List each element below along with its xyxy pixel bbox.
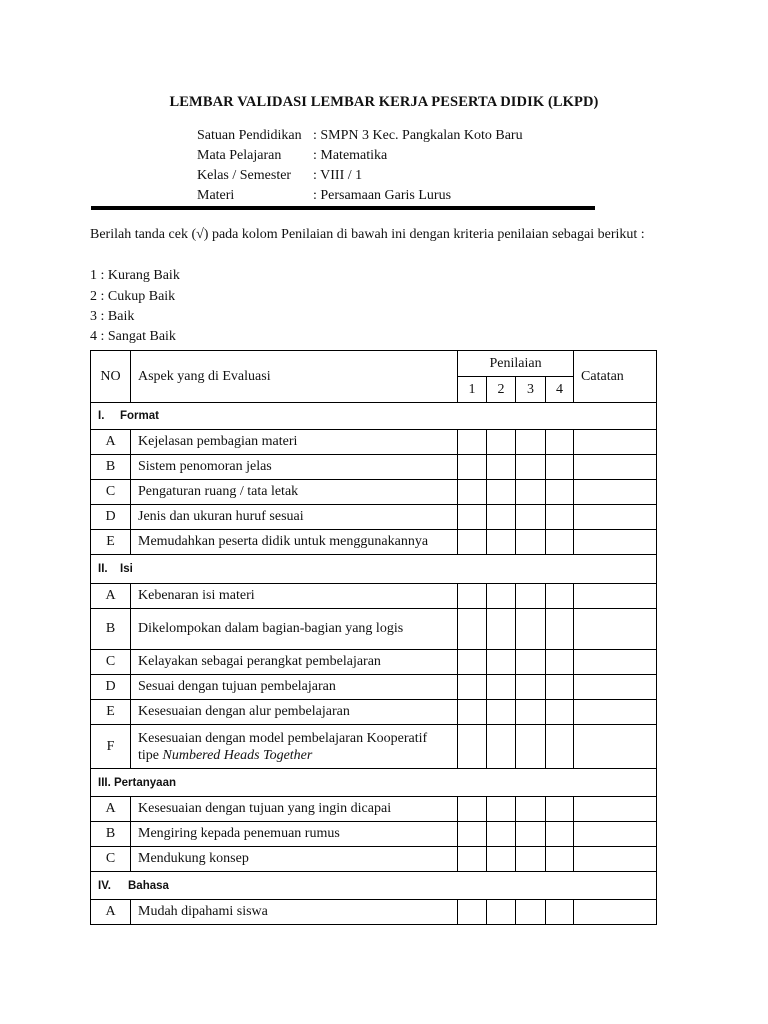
score-cell-4[interactable] bbox=[546, 847, 574, 872]
score-cell-2[interactable] bbox=[487, 650, 516, 675]
header-penilaian: Penilaian bbox=[458, 351, 574, 377]
score-cell-3[interactable] bbox=[516, 480, 546, 505]
info-label: Satuan Pendidikan bbox=[197, 128, 302, 143]
score-cell-3[interactable] bbox=[516, 700, 546, 725]
row-no: C bbox=[91, 650, 131, 675]
score-cell-4[interactable] bbox=[546, 675, 574, 700]
score-cell-3[interactable] bbox=[516, 675, 546, 700]
score-cell-3[interactable] bbox=[516, 609, 546, 650]
document-title: LEMBAR VALIDASI LEMBAR KERJA PESERTA DIDIK (LKPD) bbox=[169, 94, 599, 110]
score-cell-1[interactable] bbox=[458, 700, 487, 725]
table-row bbox=[91, 609, 657, 650]
table-header-row bbox=[91, 351, 657, 377]
catatan-cell[interactable] bbox=[574, 797, 657, 822]
score-cell-1[interactable] bbox=[458, 480, 487, 505]
row-aspek: Kebenaran isi materi bbox=[131, 584, 458, 609]
score-cell-2[interactable] bbox=[487, 609, 516, 650]
row-aspek: Kejelasan pembagian materi bbox=[131, 430, 458, 455]
section-name: Pertanyaan bbox=[113, 776, 176, 789]
score-cell-2[interactable] bbox=[487, 530, 516, 555]
section-row-pertanyaan bbox=[91, 769, 657, 797]
score-cell-2[interactable] bbox=[487, 822, 516, 847]
table-row bbox=[91, 725, 657, 769]
row-aspek: Kelayakan sebagai perangkat pembelajaran bbox=[131, 650, 458, 675]
table-row bbox=[91, 584, 657, 609]
info-value: : Matematika bbox=[313, 148, 388, 163]
row-no: B bbox=[91, 822, 131, 847]
table-row bbox=[91, 822, 657, 847]
row-aspek: Mengiring kepada penemuan rumus bbox=[131, 822, 458, 847]
info-value: : SMPN 3 Kec. Pangkalan Koto Baru bbox=[313, 128, 523, 143]
score-cell-4[interactable] bbox=[546, 822, 574, 847]
score-cell-2[interactable] bbox=[487, 584, 516, 609]
table-row bbox=[91, 530, 657, 555]
table-row bbox=[91, 700, 657, 725]
header-divider bbox=[91, 206, 595, 210]
section-roman: IV. bbox=[98, 879, 112, 892]
catatan-cell[interactable] bbox=[574, 675, 657, 700]
score-cell-4[interactable] bbox=[546, 505, 574, 530]
score-cell-4[interactable] bbox=[546, 797, 574, 822]
table-row bbox=[91, 650, 657, 675]
row-aspek-line2-prefix: tipe bbox=[138, 747, 163, 763]
score-cell-3[interactable] bbox=[516, 455, 546, 480]
info-value: : VIII / 1 bbox=[313, 168, 363, 183]
score-cell-3[interactable] bbox=[516, 900, 546, 925]
catatan-cell[interactable] bbox=[574, 530, 657, 555]
row-aspek: Sistem penomoran jelas bbox=[131, 455, 458, 480]
catatan-cell[interactable] bbox=[574, 430, 657, 455]
score-cell-4[interactable] bbox=[546, 530, 574, 555]
score-cell-3[interactable] bbox=[516, 725, 546, 769]
score-cell-3[interactable] bbox=[516, 847, 546, 872]
score-cell-2[interactable] bbox=[487, 725, 516, 769]
row-no: B bbox=[91, 609, 131, 650]
score-cell-4[interactable] bbox=[546, 700, 574, 725]
row-aspek: Mendukung konsep bbox=[131, 847, 458, 872]
section-name: Isi bbox=[120, 563, 133, 575]
info-row-materi bbox=[197, 186, 523, 206]
section-name: Bahasa bbox=[128, 879, 169, 892]
table-row bbox=[91, 455, 657, 480]
score-cell-4[interactable] bbox=[546, 455, 574, 480]
score-cell-3[interactable] bbox=[516, 430, 546, 455]
score-cell-1[interactable] bbox=[458, 822, 487, 847]
table-row bbox=[91, 847, 657, 872]
catatan-cell[interactable] bbox=[574, 847, 657, 872]
section-name: Format bbox=[120, 410, 159, 422]
score-cell-2[interactable] bbox=[487, 430, 516, 455]
row-aspek: Kesesuaian dengan tujuan yang ingin dicapai bbox=[131, 797, 458, 822]
score-cell-1[interactable] bbox=[458, 584, 487, 609]
score-cell-1[interactable] bbox=[458, 675, 487, 700]
info-value: : Persamaan Garis Lurus bbox=[313, 188, 452, 203]
header-catatan: Catatan bbox=[574, 351, 657, 403]
section-roman: II. bbox=[98, 563, 108, 575]
score-cell-1[interactable] bbox=[458, 455, 487, 480]
info-row-mapel bbox=[197, 146, 523, 166]
score-cell-2[interactable] bbox=[487, 480, 516, 505]
score-cell-2[interactable] bbox=[487, 847, 516, 872]
score-cell-1[interactable] bbox=[458, 530, 487, 555]
criteria-item: 4 : Sangat Baik bbox=[90, 329, 176, 344]
header-score-3: 3 bbox=[516, 377, 546, 403]
score-cell-1[interactable] bbox=[458, 609, 487, 650]
score-cell-3[interactable] bbox=[516, 530, 546, 555]
score-cell-3[interactable] bbox=[516, 797, 546, 822]
table-row bbox=[91, 900, 657, 925]
row-aspek: Pengaturan ruang / tata letak bbox=[131, 480, 458, 505]
row-no: C bbox=[91, 480, 131, 505]
score-cell-4[interactable] bbox=[546, 430, 574, 455]
info-label: Materi bbox=[197, 188, 235, 203]
score-cell-4[interactable] bbox=[546, 900, 574, 925]
row-no: B bbox=[91, 455, 131, 480]
criteria-item: 3 : Baik bbox=[90, 309, 135, 324]
row-no: E bbox=[91, 530, 131, 555]
row-no: A bbox=[91, 584, 131, 609]
catatan-cell[interactable] bbox=[574, 609, 657, 650]
row-aspek: Jenis dan ukuran huruf sesuai bbox=[131, 505, 458, 530]
catatan-cell[interactable] bbox=[574, 700, 657, 725]
row-no: D bbox=[91, 505, 131, 530]
criteria-item: 2 : Cukup Baik bbox=[90, 289, 176, 304]
row-no: A bbox=[91, 797, 131, 822]
table-row bbox=[91, 430, 657, 455]
row-no: F bbox=[91, 725, 131, 769]
score-cell-2[interactable] bbox=[487, 797, 516, 822]
catatan-cell[interactable] bbox=[574, 584, 657, 609]
score-cell-4[interactable] bbox=[546, 725, 574, 769]
score-cell-2[interactable] bbox=[487, 700, 516, 725]
score-cell-3[interactable] bbox=[516, 822, 546, 847]
score-cell-1[interactable] bbox=[458, 847, 487, 872]
score-cell-2[interactable] bbox=[487, 505, 516, 530]
criteria-item: 1 : Kurang Baik bbox=[90, 268, 180, 283]
catatan-cell[interactable] bbox=[574, 900, 657, 925]
score-cell-3[interactable] bbox=[516, 650, 546, 675]
row-no: C bbox=[91, 847, 131, 872]
row-aspek-line2-italic: Numbered Heads Together bbox=[162, 747, 313, 763]
header-aspek: Aspek yang di Evaluasi bbox=[131, 351, 458, 403]
section-row-isi bbox=[91, 555, 657, 584]
catatan-cell[interactable] bbox=[574, 480, 657, 505]
table-row bbox=[91, 797, 657, 822]
info-row-kelas bbox=[197, 166, 523, 186]
score-cell-1[interactable] bbox=[458, 797, 487, 822]
score-cell-4[interactable] bbox=[546, 584, 574, 609]
header-score-1: 1 bbox=[458, 377, 487, 403]
instruction-text: Berilah tanda cek (√) pada kolom Penilaian di bawah ini dengan kriteria penilaian sebagai berikut : bbox=[90, 227, 645, 242]
row-aspek: Memudahkan peserta didik untuk menggunakannya bbox=[131, 530, 458, 555]
catatan-cell[interactable] bbox=[574, 505, 657, 530]
header-score-4: 4 bbox=[546, 377, 574, 403]
table-row bbox=[91, 480, 657, 505]
section-row-format bbox=[91, 403, 657, 430]
table-row bbox=[91, 675, 657, 700]
header-no: NO bbox=[91, 351, 131, 403]
score-cell-1[interactable] bbox=[458, 505, 487, 530]
score-cell-2[interactable] bbox=[487, 900, 516, 925]
row-aspek: Sesuai dengan tujuan pembelajaran bbox=[131, 675, 458, 700]
row-aspek: Dikelompokan dalam bagian-bagian yang logis bbox=[131, 609, 458, 650]
row-no: A bbox=[91, 900, 131, 925]
section-roman: I. bbox=[98, 410, 105, 422]
info-label: Kelas / Semester bbox=[197, 168, 292, 183]
score-cell-2[interactable] bbox=[487, 675, 516, 700]
info-label: Mata Pelajaran bbox=[197, 148, 282, 163]
score-cell-4[interactable] bbox=[546, 480, 574, 505]
catatan-cell[interactable] bbox=[574, 725, 657, 769]
row-aspek: Kesesuaian dengan alur pembelajaran bbox=[131, 700, 458, 725]
catatan-cell[interactable] bbox=[574, 455, 657, 480]
table-row bbox=[91, 505, 657, 530]
row-no: D bbox=[91, 675, 131, 700]
row-aspek bbox=[131, 725, 458, 769]
score-cell-4[interactable] bbox=[546, 609, 574, 650]
score-cell-2[interactable] bbox=[487, 455, 516, 480]
score-cell-3[interactable] bbox=[516, 584, 546, 609]
score-cell-1[interactable] bbox=[458, 650, 487, 675]
score-cell-4[interactable] bbox=[546, 650, 574, 675]
score-cell-1[interactable] bbox=[458, 430, 487, 455]
score-cell-1[interactable] bbox=[458, 900, 487, 925]
section-roman: III. bbox=[98, 776, 111, 789]
catatan-cell[interactable] bbox=[574, 650, 657, 675]
row-no: E bbox=[91, 700, 131, 725]
row-aspek: Mudah dipahami siswa bbox=[131, 900, 458, 925]
evaluation-table bbox=[90, 350, 657, 925]
score-cell-3[interactable] bbox=[516, 505, 546, 530]
identity-block bbox=[197, 126, 523, 206]
catatan-cell[interactable] bbox=[574, 822, 657, 847]
row-aspek-line1: Kesesuaian dengan model pembelajaran Kooperatif bbox=[138, 730, 428, 746]
section-row-bahasa bbox=[91, 872, 657, 900]
header-score-2: 2 bbox=[487, 377, 516, 403]
info-row-satuan bbox=[197, 126, 523, 146]
row-no: A bbox=[91, 430, 131, 455]
score-cell-1[interactable] bbox=[458, 725, 487, 769]
